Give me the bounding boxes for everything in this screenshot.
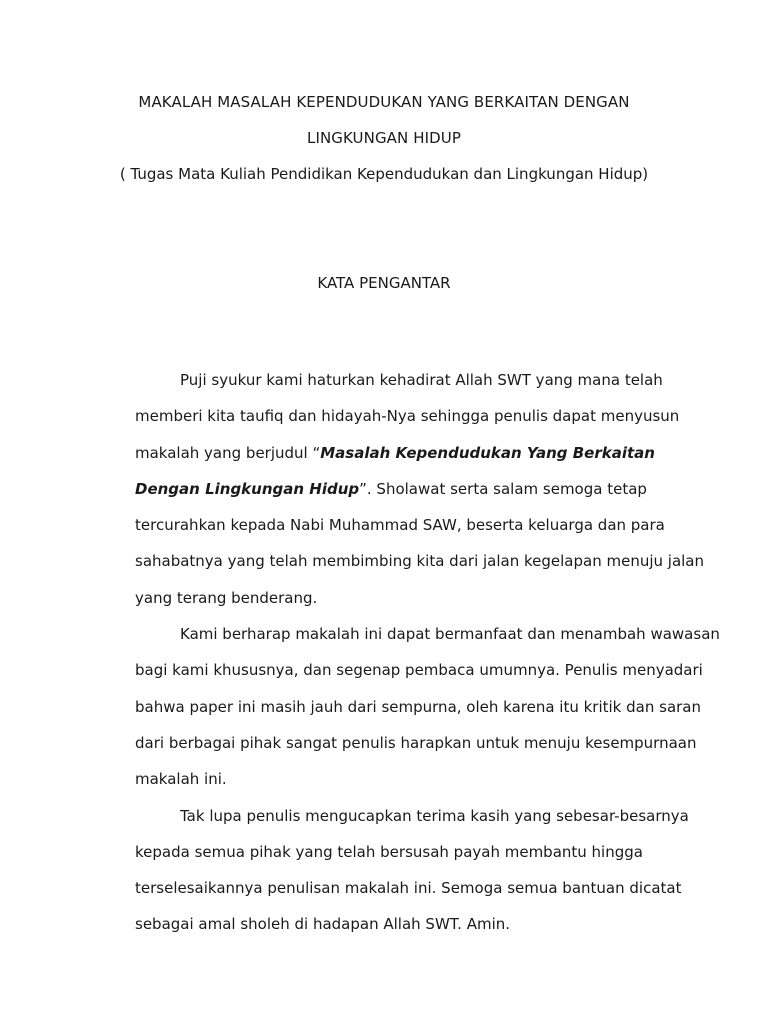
text-line: Puji syukur kami haturkan kehadirat Allah SWT yang mana telah bbox=[180, 371, 663, 389]
document-body bbox=[90, 362, 720, 943]
document-subtitle: ( Tugas Mata Kuliah Pendidikan Kependudukan dan Lingkungan Hidup) bbox=[119, 165, 649, 183]
text-line: sahabatnya yang telah membimbing kita dari jalan kegelapan menuju jalan bbox=[135, 552, 704, 571]
text-line: Tak lupa penulis mengucapkan terima kasih yang sebesar-besarnya bbox=[180, 806, 689, 825]
text-line: Kami berharap makalah ini dapat bermanfaat dan menambah wawasan bbox=[180, 625, 720, 644]
text-line: kepada semua pihak yang telah bersusah payah membantu hingga bbox=[135, 842, 643, 861]
text-line: terselesaikannya penulisan makalah ini. Semoga semua bantuan dicatat bbox=[135, 879, 682, 898]
text-line: dari berbagai pihak sangat penulis harapkan untuk menuju kesempurnaan bbox=[135, 733, 697, 752]
text-line: tercurahkan kepada Nabi Muhammad SAW, beserta keluarga dan para bbox=[135, 516, 665, 535]
text-line: bagi kami khususnya, dan segenap pembaca umumnya. Penulis menyadari bbox=[135, 661, 703, 680]
text-line: bahwa paper ini masih jauh dari sempurna, oleh karena itu kritik dan saran bbox=[135, 697, 702, 716]
text-line-with-emphasis bbox=[90, 471, 690, 507]
text-fragment: ”. Sholawat serta salam semoga tetap bbox=[359, 479, 647, 498]
text-line: makalah ini. bbox=[135, 770, 227, 789]
text-line: memberi kita taufiq dan hidayah-Nya sehingga penulis dapat menyusun bbox=[135, 407, 680, 426]
paragraph-2 bbox=[90, 616, 720, 797]
paragraph-3 bbox=[90, 798, 690, 943]
emphasized-title: Dengan Lingkungan Hidup bbox=[135, 479, 360, 498]
text-line: sebagai amal sholeh di hadapan Allah SWT. Amin. bbox=[135, 915, 511, 934]
text-line-with-emphasis bbox=[90, 435, 690, 471]
paragraph-1 bbox=[90, 362, 704, 616]
emphasized-title: Masalah Kependudukan Yang Berkaitan bbox=[320, 443, 655, 462]
section-heading: KATA PENGANTAR bbox=[317, 274, 451, 292]
document-title-line-2: LINGKUNGAN HIDUP bbox=[306, 129, 461, 147]
text-line: yang terang benderang. bbox=[135, 588, 318, 607]
document-title-line-1: MAKALAH MASALAH KEPENDUDUKAN YANG BERKAITAN DENGAN bbox=[138, 93, 630, 111]
text-fragment: makalah yang berjudul “ bbox=[135, 443, 321, 462]
